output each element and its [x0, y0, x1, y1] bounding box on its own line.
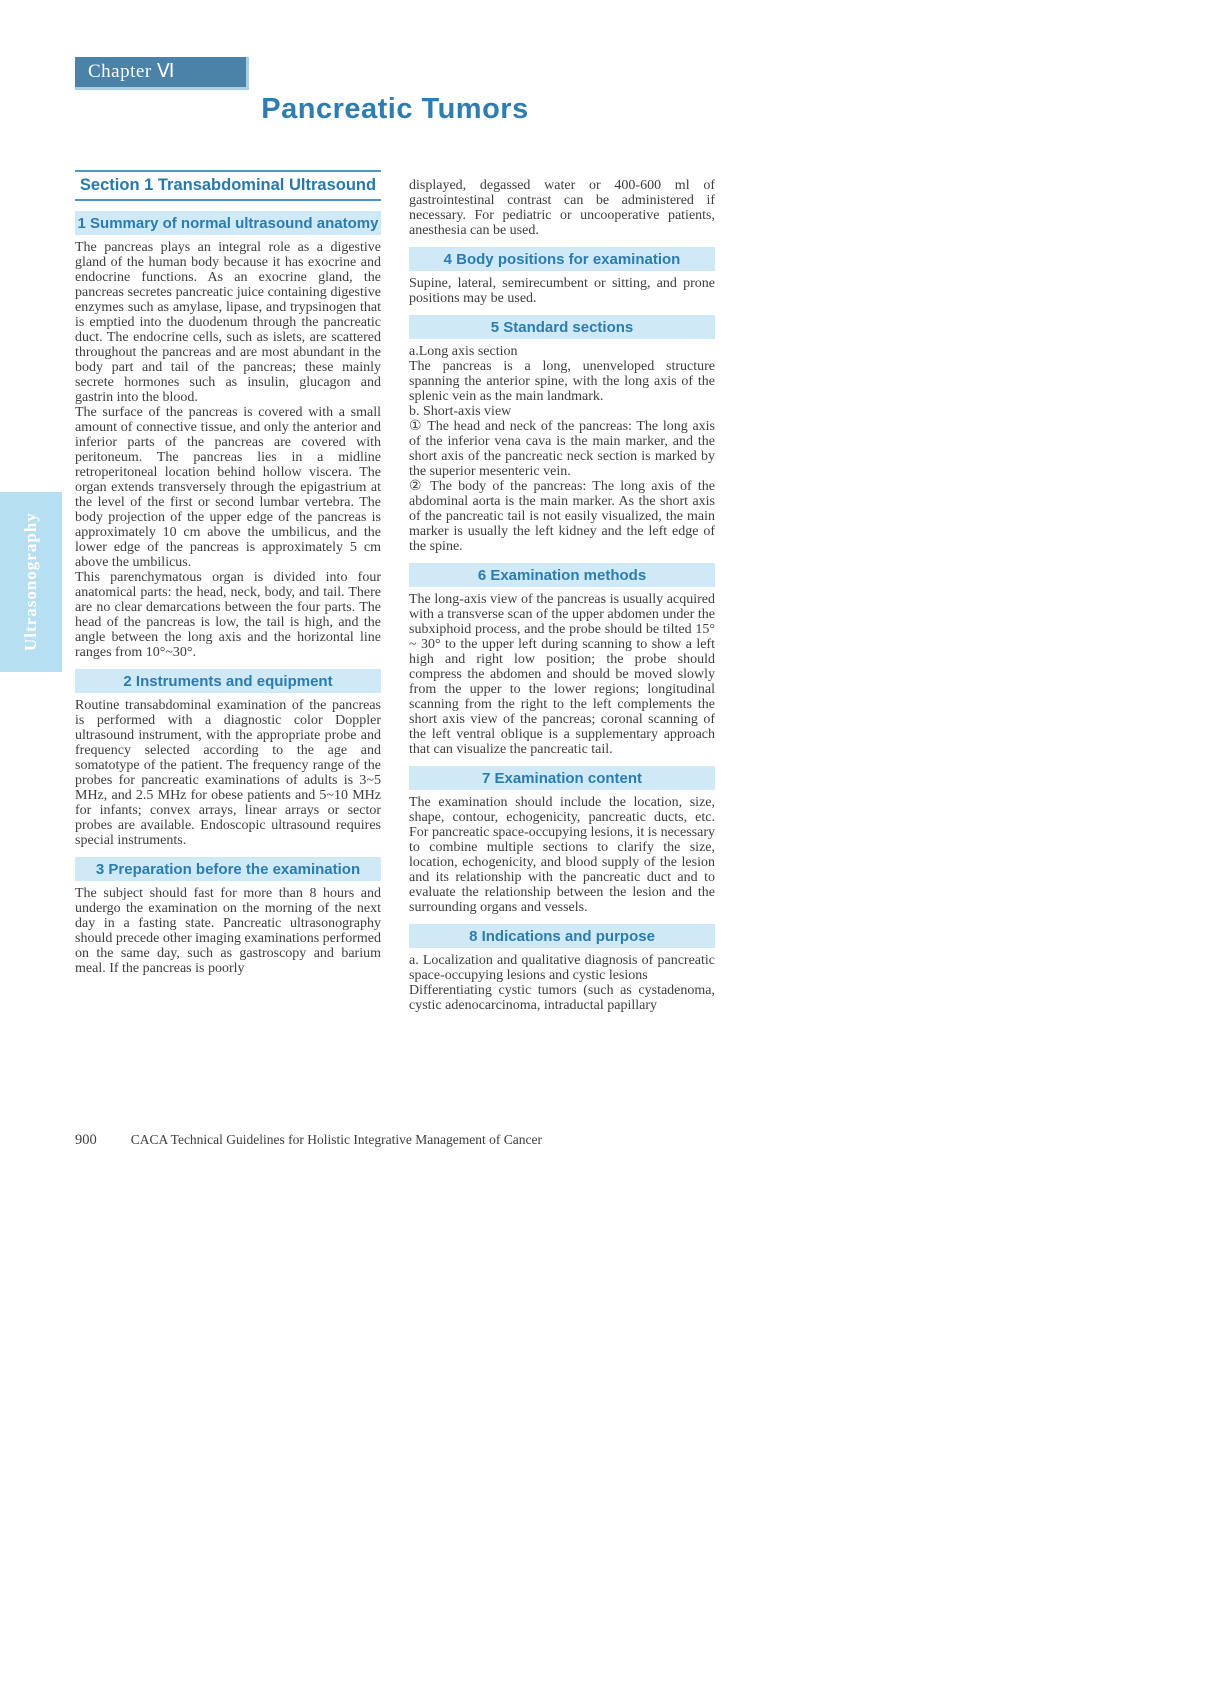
paragraph: displayed, degassed water or 400-600 ml of gastrointestinal contrast can be administered if necessary. For pediatric or uncooperative patients, anesthesia can be used.: [409, 178, 715, 238]
paragraph: The surface of the pancreas is covered with a small amount of connective tissue, and only the anterior and inferior parts of the pancreas are covered with peritoneum. The pancreas lies in a midline retroperitoneal location behind hollow viscera. The organ extends transversely through the epigastrium at the level of the first or second lumbar vertebra. The body projection of the upper edge of the pancreas is approximately 10 cm above the umbilicus, and the lower edge of the pancreas is approximately 5 cm above the umbilicus.: [75, 405, 381, 570]
subsection-heading-1: 1 Summary of normal ultrasound anatomy: [75, 211, 381, 235]
paragraph: The subject should fast for more than 8 hours and undergo the examination on the morning of the next day in a fasting state. Pancreatic ultrasonography should precede other imaging examinations performed on the same day, such as gastroscopy and barium meal. If the pancreas is poorly: [75, 886, 381, 976]
right-column: [409, 178, 715, 1013]
paragraph: This parenchymatous organ is divided into four anatomical parts: the head, neck, body, and tail. There are no clear demarcations between the four parts. The head of the pancreas is low, the tail is high, and the angle between the long axis and the horizontal line ranges from 10°~30°.: [75, 570, 381, 660]
sidebar-tab-label: Ultrasonography: [21, 512, 40, 652]
subsection-heading-3: 3 Preparation before the examination: [75, 857, 381, 881]
subsection-heading-7: 7 Examination content: [409, 766, 715, 790]
left-column: [75, 170, 381, 976]
list-item-a: a.Long axis section: [409, 344, 518, 359]
paragraph: The long-axis view of the pancreas is usually acquired with a transverse scan of the upper abdomen under the subxiphoid process, and the probe should be tilted 15° ~ 30° to the upper left during scanning to show a left high and right low position; the probe should compress the abdomen and should be moved slowly from the upper to the lower regions; longitudinal scanning from the right to the left complements the short axis view of the pancreas; coronal scanning of the left ventral oblique is a supplementary approach that can visualize the pancreatic tail.: [409, 592, 715, 757]
chapter-label: Chapter Ⅵ: [75, 57, 249, 90]
footer-book-title: CACA Technical Guidelines for Holistic Integrative Management of Cancer: [130, 1132, 542, 1147]
subsection-heading-8: 8 Indications and purpose: [409, 924, 715, 948]
paragraph: Differentiating cystic tumors (such as cystadenoma, cystic adenocarcinoma, intraductal papillary: [409, 983, 715, 1013]
paragraph: Supine, lateral, semirecumbent or sitting, and prone positions may be used.: [409, 276, 715, 306]
paragraph: The pancreas is a long, unenveloped structure spanning the anterior spine, with the long axis of the splenic vein as the main landmark.: [409, 359, 715, 404]
list-item-a: a. Localization and qualitative diagnosis of pancreatic space-occupying lesions and cystic lesions: [409, 953, 715, 983]
section-header: Section 1 Transabdominal Ultrasound: [75, 170, 381, 201]
sidebar-tab-ultrasonography: [0, 492, 62, 672]
page-number: 900: [75, 1132, 97, 1148]
page-title: Pancreatic Tumors: [261, 93, 529, 125]
subsection-heading-5: 5 Standard sections: [409, 315, 715, 339]
list-item-circled-2: ② The body of the pancreas: The long axis of the abdominal aorta is the main marker. As the short axis of the pancreatic tail is not easily visualized, the main marker is usually the left kidney and the left edge of the spine.: [409, 479, 715, 554]
list-item-circled-1: ① The head and neck of the pancreas: The long axis of the inferior vena cava is the main marker, and the short axis of the pancreatic neck section is marked by the superior mesenteric vein.: [409, 419, 715, 479]
list-item-b: b. Short-axis view: [409, 404, 512, 419]
page-footer: [75, 1132, 715, 1149]
subsection-heading-6: 6 Examination methods: [409, 563, 715, 587]
paragraph: The pancreas plays an integral role as a digestive gland of the human body because it has exocrine and endocrine functions. As an exocrine gland, the pancreas secretes pancreatic juice containing digestive enzymes such as amylase, lipase, and trypsinogen that is emptied into the duodenum through the pancreatic duct. The endocrine cells, such as islets, are scattered throughout the pancreas and are most abundant in the body part and tail of the pancreas; these mainly secrete hormones such as insulin, glucagon and gastrin into the blood.: [75, 240, 381, 405]
paragraph: The examination should include the location, size, shape, contour, echogenicity, pancreatic ducts, etc. For pancreatic space-occupying lesions, it is necessary to combine multiple sections to clarify the size, location, echogenicity, and blood supply of the lesion and its relationship with the pancreatic duct and to evaluate the relationship between the lesion and the surrounding organs and vessels.: [409, 795, 715, 915]
subsection-heading-4: 4 Body positions for examination: [409, 247, 715, 271]
paragraph: Routine transabdominal examination of the pancreas is performed with a diagnostic color Doppler ultrasound instrument, with the appropriate probe and frequency selected according to the age and somatotype of the patient. The frequency range of the probes for pancreatic examinations of adults is 3~5 MHz, and 2.5 MHz for obese patients and 5~10 MHz for infants; convex arrays, linear arrays or sector probes are available. Endoscopic ultrasound requires special instruments.: [75, 698, 381, 848]
subsection-heading-2: 2 Instruments and equipment: [75, 669, 381, 693]
